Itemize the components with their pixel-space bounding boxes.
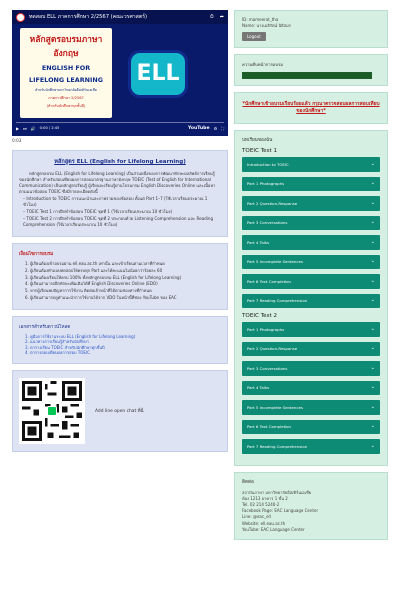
rules-heading: เงื่อนไขการอบรม <box>19 252 54 257</box>
play-icon[interactable]: ▶ <box>16 125 20 131</box>
contact-line[interactable]: Line: @eac_ell <box>242 514 271 520</box>
rule-item: 1. ผู้เรียนต้องเข้าอบรมผ่าน ell.eau.ac.th เท่านั้น และเข้าเรียนตามเวลาที่กำหนด <box>25 261 165 266</box>
download-link[interactable]: 4. ตารางสอบเทียบผลการสอบ TOEIC <box>25 350 90 356</box>
share-icon[interactable]: ➦ <box>219 14 224 20</box>
rule-item: 6. ผู้เรียนสามารถดูคำแนะนำการใช้งานได้จาก VDO ในหน้านี้ที่ช่อง YouTube ของ EAC <box>25 294 177 300</box>
thumbnail-semester: ภาคการศึกษา 2/2567 <box>48 95 84 100</box>
lesson-item[interactable] <box>242 157 380 172</box>
lesson-item[interactable] <box>242 235 380 250</box>
lesson-label: Part 6 Text Completion <box>247 278 292 284</box>
video-time: 0:00 / 2:45 <box>39 126 60 130</box>
lesson-item[interactable] <box>242 400 380 415</box>
video-thumbnail-panel <box>20 28 112 118</box>
test1-lessons <box>242 157 380 308</box>
lesson-item[interactable] <box>242 255 380 270</box>
contact-heading: ติดต่อ <box>242 479 254 485</box>
video-player[interactable] <box>12 10 228 136</box>
video-progress-bar[interactable] <box>16 122 224 124</box>
lesson-item[interactable] <box>242 177 380 192</box>
rule-item: 2. ผู้เรียนต้องทำแบบทดสอบให้ครบทุก Part และได้คะแนนไม่น้อยกว่าร้อยละ 60 <box>25 267 163 273</box>
test2-lessons <box>242 322 380 454</box>
progress-bar <box>242 72 372 79</box>
user-name: Name: นางเมธิรัตน์ นิธิสมร <box>242 23 291 28</box>
channel-avatar[interactable] <box>16 13 25 22</box>
contact-line[interactable]: Website: ell.eau.ac.th <box>242 520 286 526</box>
chevron-down-icon[interactable]: ⌄ <box>370 199 375 206</box>
chevron-down-icon[interactable]: ⌄ <box>370 403 375 410</box>
download-link[interactable]: 2. แนวทางการเรียนรู้สำหรับนักศึกษา <box>25 339 90 345</box>
lesson-label: Introduction to TOEIC <box>247 161 289 167</box>
contact-line: สถาบันภาษา มหาวิทยาลัยอีสเทิร์นเอเชีย <box>242 489 312 495</box>
lesson-item[interactable] <box>242 361 380 376</box>
next-icon[interactable]: ⏭ <box>23 125 27 131</box>
settings-icon[interactable]: ⚙ <box>213 125 218 131</box>
lesson-item[interactable] <box>242 294 380 309</box>
lesson-item[interactable] <box>242 439 380 454</box>
user-card <box>234 10 388 48</box>
rules-list <box>19 261 221 301</box>
ell-logo: ELL <box>128 50 188 98</box>
sidebar <box>234 10 388 546</box>
chevron-down-icon[interactable]: ⌄ <box>370 364 375 371</box>
lesson-label: Part 7 Reading Comprehension <box>247 298 308 304</box>
line-qr-code[interactable] <box>19 378 85 444</box>
progress-label: ความคืบหน้าการอบรม <box>242 62 284 67</box>
main-column <box>12 10 228 452</box>
contact-line: ห้อง 1213 อาคาร 1 ชั้น 2 <box>242 495 288 501</box>
thumbnail-eng-line-1: ENGLISH FOR <box>41 64 91 72</box>
line-openchat-box <box>12 370 228 452</box>
rule-item: 3. ผู้เรียนต้องเรียนให้ครบ 100% ทั้งหลักสูตรอบรม ELL (English for Lifelong Learning) <box>25 274 182 280</box>
lesson-label: Part 3 Conversations <box>247 365 288 371</box>
downloads-heading: เอกสารสำหรับดาวน์โหลด <box>19 324 71 330</box>
openchat-text: Add line open chat ที่นี่ <box>95 409 144 415</box>
course-description-box <box>12 150 228 237</box>
rule-item: 4. ผู้เรียนสามารถฝึกทักษะเพิ่มเติมได้ที่ English Discoveries Online (EDO) <box>25 281 158 287</box>
chevron-down-icon[interactable]: ⌄ <box>370 384 375 391</box>
lessons-heading: บทเรียนของฉัน <box>242 138 273 143</box>
fullscreen-icon[interactable]: ⛶ <box>221 125 224 131</box>
lesson-label: Part 7 Reading Comprehension <box>247 443 308 449</box>
thumbnail-eng-line-2: LIFELONG LEARNING <box>29 76 103 84</box>
chevron-down-icon[interactable]: ⌄ <box>370 442 375 449</box>
logout-button[interactable]: Logout <box>242 32 266 41</box>
lesson-label: Part 2 Question-Response <box>247 346 298 352</box>
course-item-test1: – TOEIC Test 1 การฝึกทำข้อสอบ TOEIC ชุดที่ 1 (ใช้เวลาเรียนประมาณ 10 ชั่วโมง) <box>23 209 173 214</box>
notice-card <box>234 92 388 124</box>
lesson-item[interactable] <box>242 342 380 357</box>
chevron-down-icon[interactable]: ⌄ <box>370 325 375 332</box>
video-title[interactable]: ทดสอบ ELL ภาคการศึกษา 2/2567 (คณะวรศาสตร์) <box>29 14 148 20</box>
rules-box <box>12 243 228 310</box>
video-header <box>12 10 228 24</box>
downloads-box <box>12 316 228 364</box>
progress-bar-fill <box>243 73 371 78</box>
contact-line: Tel. 02 214 5240-2 <box>242 501 280 507</box>
course-item-test2: – TOEIC Test 2 การฝึกทำข้อสอบ TOEIC ชุดที่ 2 ประกอบด้วย Listening Comprehension และ Reading Comprehension (ใช้เวลาเรียนประมาณ 10 ชั่วโมง) <box>23 216 214 227</box>
chevron-down-icon[interactable]: ⌄ <box>370 160 375 167</box>
user-id: ID: mameerat_tha <box>242 17 279 22</box>
thumbnail-note: (สำหรับนักศึกษาทุกชั้นปี) <box>46 103 86 108</box>
course-title: หลักสูตร ELL (English for Lifelong Learning) <box>54 159 186 165</box>
lesson-item[interactable] <box>242 322 380 337</box>
lessons-card <box>234 130 388 466</box>
lesson-item[interactable] <box>242 381 380 396</box>
test2-title: TOEIC Test 2 <box>242 313 278 319</box>
chevron-down-icon[interactable]: ⌄ <box>370 219 375 226</box>
lesson-label: Part 2 Question-Response <box>247 200 298 206</box>
video-header-icons <box>210 14 224 20</box>
lesson-item[interactable] <box>242 274 380 289</box>
lesson-label: Part 4 Talks <box>247 385 270 391</box>
course-item-intro: – Introduction to TOEIC การแนะนำและภาพรวมของข้อสอบ ตั้งแต่ Part 1–7 (ใช้เวลาเรียนประมาณ 1 ชั่วโมง) <box>23 196 208 207</box>
chevron-down-icon[interactable]: ⌄ <box>370 297 375 304</box>
test1-title: TOEIC Test 1 <box>242 148 278 154</box>
course-intro: หลักสูตรอบรม ELL (English for Lifelong Learning) เป็นส่วนหนึ่งของการพัฒนาทักษะผลลัพธ์การเรียนรู้ของนักศึกษา สำหรับสอบเทียบผลการสอบมาตรฐานภาษาอังกฤษ TOEIC (Test of English for International Communication) เป็นหลักสูตรเรียนรู้ ผู้เรียนจะเรียนรู้ผ่านโปรแกรม English Discoveries Online และเนื้อหาตามแนวข้อสอบ TOEIC ซึ่งมีรายละเอียดดังนี้ <box>19 171 216 194</box>
lesson-label: Part 4 Talks <box>247 239 270 245</box>
lesson-label: Part 3 Conversations <box>247 220 288 226</box>
download-link[interactable]: 1. คู่มือการใช้งานระบบ ELL (English for Lifelong Learning) <box>25 333 136 339</box>
chevron-down-icon[interactable]: ⌄ <box>370 277 375 284</box>
lesson-label: Part 6 Text Completion <box>247 424 292 430</box>
thumbnail-thai-title: หลักสูตรอบรมภาษาอังกฤษ <box>29 35 103 59</box>
video-caption: 0:03 <box>12 138 22 143</box>
lesson-label: Part 1 Photographs <box>247 181 285 187</box>
thumbnail-subtitle: สำหรับนักศึกษามหาวิทยาลัยอีสเทิร์นเอเชีย <box>35 88 97 92</box>
lesson-label: Part 1 Photographs <box>247 326 285 332</box>
rule-item: 5. หากผู้เรียนพบปัญหาการใช้งาน ติดต่อเจ้าหน้าที่ได้ตามช่องทางที่กำหนด <box>25 288 152 294</box>
contact-line[interactable]: YouTube: EAC Language Center <box>242 526 305 532</box>
lesson-label: Part 5 Incomplete Sentences <box>247 404 303 410</box>
chevron-down-icon[interactable]: ⌄ <box>370 345 375 352</box>
line-logo-icon <box>47 406 57 416</box>
lesson-item[interactable] <box>242 216 380 231</box>
lesson-label: Part 5 Incomplete Sentences <box>247 259 303 265</box>
completion-notice[interactable]: *นักศึกษาเข้าอบรมเรียบร้อยแล้ว กรุณาตรวจสอบผลการสอบเทียบของนักศึกษา* <box>242 101 380 114</box>
lesson-item[interactable] <box>242 420 380 435</box>
youtube-logo[interactable]: YouTube <box>187 125 210 131</box>
download-link[interactable]: 3. ตารางเรียน TOEIC สำหรับนักศึกษาทุกชั้นปี <box>25 344 105 350</box>
chevron-down-icon[interactable]: ⌄ <box>370 423 375 430</box>
chevron-down-icon[interactable]: ⌄ <box>370 238 375 245</box>
video-controls <box>16 124 224 132</box>
progress-card <box>234 54 388 86</box>
chevron-down-icon[interactable]: ⌄ <box>370 258 375 265</box>
chevron-down-icon[interactable]: ⌄ <box>370 180 375 187</box>
contact-line[interactable]: Facebook Page: EAC Language Center <box>242 508 319 514</box>
contact-card <box>234 472 388 540</box>
watch-later-icon[interactable]: ⏱ <box>209 14 214 20</box>
lesson-item[interactable] <box>242 196 380 211</box>
volume-icon[interactable]: 🔊 <box>30 125 36 131</box>
